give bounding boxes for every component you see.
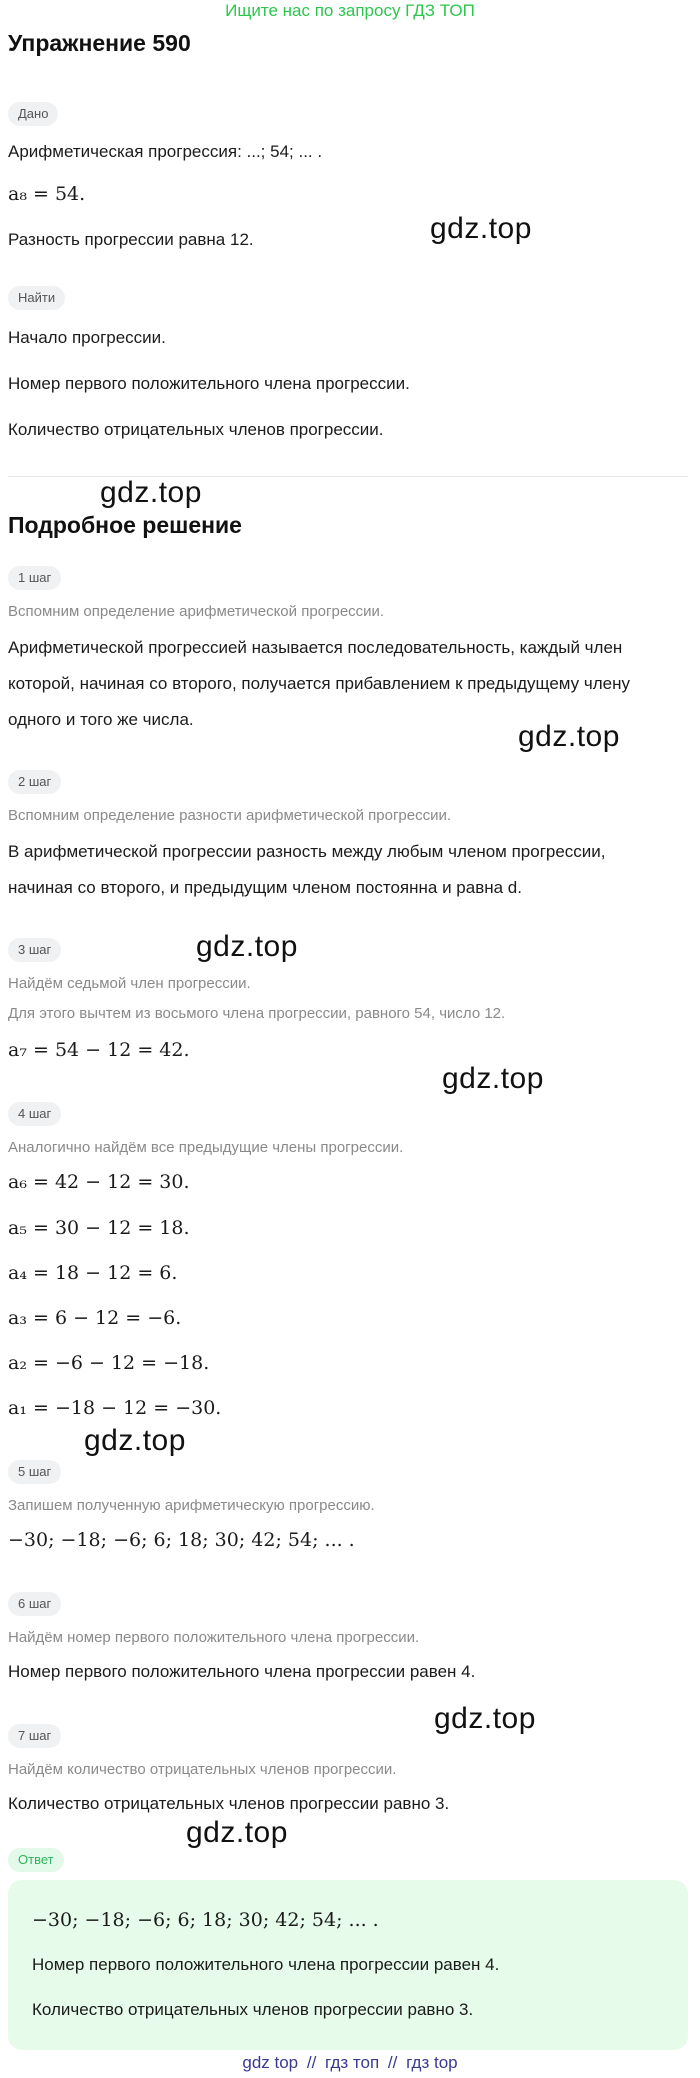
watermark: gdz.top [100,476,202,509]
watermark: gdz.top [442,1062,544,1095]
given-line: a₈ = 54. [8,183,86,205]
step-line: −30; −18; −6; 6; 18; 30; 42; 54; ... . [8,1529,355,1551]
step-line: a₅ = 30 − 12 = 18. [8,1217,190,1239]
footer-link-gdz-top-mixed[interactable]: гдз top [406,2053,458,2072]
step-line: Номер первого положительного члена прогрессии равен 4. [8,1662,476,1681]
footer-link-gdz-top-ru[interactable]: гдз топ [325,2053,380,2072]
step-line: В арифметической прогрессии разность между любым членом прогрессии, [8,842,606,861]
step-line: одного и того же числа. [8,710,194,729]
step-line: Количество отрицательных членов прогрессии равно 3. [8,1794,450,1813]
step-hint: Аналогично найдём все предыдущие члены прогрессии. [8,1139,404,1156]
given-line: Разность прогрессии равна 12. [8,230,254,249]
given-line: Арифметическая прогрессия: ...; 54; ... . [8,142,323,161]
footer-link-gdz-top[interactable]: gdz top [242,2053,299,2072]
watermark: gdz.top [430,212,532,245]
find-line: Номер первого положительного члена прогрессии. [8,374,410,393]
step-badge: 4 шаг [8,1102,61,1126]
find-line: Количество отрицательных членов прогрессии. [8,420,384,439]
exercise-title: Упражнение 590 [8,30,191,56]
answer-line: Номер первого положительного члена прогрессии равен 4. [32,1955,500,1974]
watermark: gdz.top [84,1424,186,1457]
step-hint: Найдём номер первого положительного члена прогрессии. [8,1629,420,1646]
step-badge: 7 шаг [8,1724,61,1748]
footer-links [0,2053,700,2073]
top-banner[interactable]: Ищите нас по запросу ГДЗ ТОП [225,1,475,20]
step-hint: Вспомним определение арифметической прогрессии. [8,603,385,620]
footer-separator: // [306,2053,317,2072]
watermark: gdz.top [434,1702,536,1735]
answer-box [8,1880,688,2050]
step-line: a₃ = 6 − 12 = −6. [8,1307,182,1329]
find-line: Начало прогрессии. [8,328,166,347]
watermark: gdz.top [518,720,620,753]
watermark: gdz.top [186,1816,288,1849]
step-line: Арифметической прогрессией называется последовательность, каждый член [8,638,623,657]
answer-badge: Ответ [8,1848,64,1872]
step-line: a₇ = 54 − 12 = 42. [8,1039,190,1061]
step-hint: Найдём количество отрицательных членов прогрессии. [8,1761,397,1778]
step-hint: Найдём седьмой член прогрессии. [8,975,251,992]
step-line: a₄ = 18 − 12 = 6. [8,1262,178,1284]
step-line: a₂ = −6 − 12 = −18. [8,1352,210,1374]
answer-line: Количество отрицательных членов прогрессии равно 3. [32,2000,474,2019]
step-line: начиная со второго, и предыдущим членом постоянна и равна d. [8,878,522,897]
given-badge: Дано [8,102,58,126]
footer-separator: // [387,2053,398,2072]
step-hint: Вспомним определение разности арифметической прогрессии. [8,807,452,824]
find-badge: Найти [8,286,65,310]
step-hint: Запишем полученную арифметическую прогрессию. [8,1497,375,1514]
step-badge: 2 шаг [8,770,61,794]
answer-line: −30; −18; −6; 6; 18; 30; 42; 54; ... . [32,1909,379,1931]
step-line: a₆ = 42 − 12 = 30. [8,1171,190,1193]
step-badge: 3 шаг [8,938,61,962]
step-line: которой, начиная со второго, получается прибавлением к предыдущему члену [8,674,631,693]
step-badge: 6 шаг [8,1592,61,1616]
step-badge: 5 шаг [8,1460,61,1484]
step-badge: 1 шаг [8,566,61,590]
solution-title: Подробное решение [8,512,242,538]
watermark: gdz.top [196,930,298,963]
step-hint-detail: Для этого вычтем из восьмого члена прогрессии, равного 54, число 12. [8,1005,506,1022]
step-line: a₁ = −18 − 12 = −30. [8,1397,222,1419]
